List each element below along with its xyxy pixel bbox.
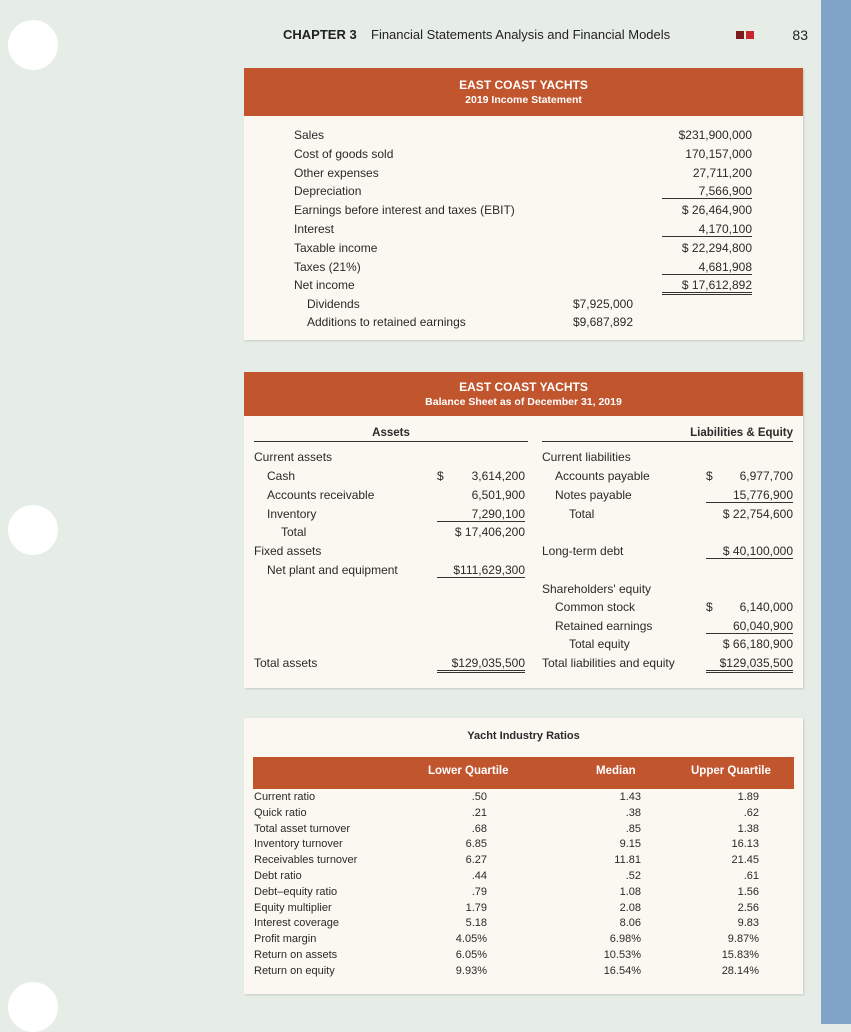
balance-company: EAST COAST YACHTS [459, 380, 588, 394]
ratio-median: .38 [625, 806, 641, 819]
ratio-lower-quartile: .79 [471, 885, 487, 898]
cash-dollar: $ [437, 469, 444, 483]
ratio-label: Return on equity [254, 964, 335, 977]
ratio-label: Profit margin [254, 933, 317, 946]
ca-total-label: Total [281, 525, 307, 539]
income-row-label: Net income [294, 278, 355, 293]
receivable-label: Accounts receivable [267, 488, 375, 502]
binder-hole [8, 982, 58, 1032]
ratio-lower-quartile: .21 [471, 806, 487, 819]
ca-total-value: $ 17,406,200 [454, 525, 525, 539]
balance-title-bar [244, 372, 803, 416]
cash-label: Cash [267, 469, 296, 483]
dividends-value: $7,925,000 [572, 297, 633, 311]
ratio-upper-quartile: .62 [743, 806, 759, 819]
ratio-median: .52 [625, 870, 641, 882]
notes-value: 15,776,900 [706, 488, 793, 503]
ratio-median: 11.81 [614, 854, 641, 867]
common-stock-value: 6,140,000 [739, 600, 793, 614]
total-le-value: $129,035,500 [706, 656, 793, 673]
ratio-label: Current ratio [254, 791, 316, 803]
income-row-label: Cost of goods sold [294, 146, 394, 161]
industry-ratios-table [244, 718, 803, 994]
ppe-value: $111,629,300 [437, 563, 525, 578]
inventory-label: Inventory [267, 507, 317, 521]
ratio-upper-quartile: 9.87% [727, 933, 759, 946]
ratio-lower-quartile: 1.79 [465, 901, 487, 914]
ratio-label: Inventory turnover [254, 838, 343, 851]
cl-total-value: $ 22,754,600 [722, 507, 793, 521]
ratio-lower-quartile: 6.27 [465, 854, 487, 867]
current-liabilities-label: Current liabilities [542, 450, 631, 464]
total-assets-label: Total assets [254, 656, 318, 670]
page-number: 83 [792, 27, 808, 43]
ratio-median: 16.54% [603, 964, 641, 977]
shareholders-equity-label: Shareholders' equity [542, 582, 652, 596]
ratio-upper-quartile: 1.38 [737, 822, 759, 835]
liabilities-heading: Liabilities & Equity [542, 427, 793, 442]
income-row-value: $ 26,464,900 [681, 203, 752, 218]
payable-dollar: $ [706, 469, 713, 483]
notes-label: Notes payable [555, 488, 632, 502]
total-le-label: Total liabilities and equity [542, 656, 675, 670]
header-lower-quartile: Lower Quartile [428, 765, 509, 777]
total-equity-label: Total equity [569, 637, 630, 651]
ratio-label: Interest coverage [254, 917, 339, 930]
running-header [283, 27, 808, 45]
income-row-value: $231,900,000 [678, 128, 752, 142]
ratio-label: Receivables turnover [254, 854, 358, 867]
common-dollar: $ [706, 600, 713, 614]
ratio-upper-quartile: 15.83% [721, 949, 759, 961]
assets-heading: Assets [254, 427, 528, 442]
common-stock-label: Common stock [555, 600, 636, 614]
income-row-label: Interest [294, 222, 335, 236]
ratio-lower-quartile: 9.93% [455, 964, 487, 977]
ratio-median: 1.08 [619, 885, 641, 898]
income-row-label: Taxable income [294, 240, 378, 255]
binder-hole [8, 20, 58, 70]
retained-label: Additions to retained earnings [307, 315, 466, 329]
income-row-value: $ 22,294,800 [681, 240, 752, 255]
income-title-bar [244, 68, 803, 116]
chapter-title: Financial Statements Analysis and Financial Models [371, 27, 671, 42]
income-row-label: Depreciation [294, 184, 362, 199]
income-row-label: Earnings before interest and taxes (EBIT) [294, 203, 515, 218]
cl-total-label: Total [569, 507, 595, 521]
retained-value: $9,687,892 [572, 315, 633, 329]
income-row-label: Taxes (21%) [294, 259, 361, 274]
ratio-upper-quartile: 2.56 [737, 901, 759, 914]
header-square-dark [736, 31, 744, 39]
ratio-median: 8.06 [619, 917, 641, 930]
ratio-median: 9.15 [619, 838, 641, 851]
income-row-label: Sales [294, 128, 325, 142]
ratio-upper-quartile: 1.89 [737, 791, 759, 803]
ratios-header-row [253, 757, 794, 789]
total-assets-value: $129,035,500 [437, 656, 525, 673]
ratio-lower-quartile: 6.05% [455, 949, 487, 961]
ltd-label: Long-term debt [542, 544, 624, 558]
balance-sheet [244, 372, 803, 688]
ratio-median: .85 [625, 822, 641, 835]
ratio-median: 1.43 [619, 791, 641, 803]
ratio-upper-quartile: 9.83 [737, 917, 759, 930]
ratio-lower-quartile: 4.05% [455, 933, 487, 946]
balance-title: Balance Sheet as of December 31, 2019 [425, 396, 622, 408]
ratio-upper-quartile: 21.45 [731, 854, 759, 867]
income-row-value: 27,711,200 [692, 165, 752, 180]
ltd-value: $ 40,100,000 [706, 544, 793, 559]
ratio-label: Quick ratio [254, 806, 307, 819]
income-statement [244, 68, 803, 340]
ratio-upper-quartile: 1.56 [737, 885, 759, 898]
ratio-median: 2.08 [619, 901, 641, 914]
ratio-lower-quartile: .68 [471, 822, 487, 835]
chapter-label: CHAPTER 3 [283, 27, 357, 42]
ratio-lower-quartile: .50 [471, 791, 487, 803]
cash-value: 3,614,200 [471, 469, 525, 483]
ratio-label: Total asset turnover [254, 822, 350, 835]
income-row-value: 7,566,900 [662, 184, 752, 199]
fixed-assets-label: Fixed assets [254, 544, 322, 558]
current-assets-label: Current assets [254, 450, 333, 464]
ratio-lower-quartile: 6.85 [465, 838, 487, 851]
ratios-title: Yacht Industry Ratios [467, 730, 580, 742]
total-equity-value: $ 66,180,900 [722, 637, 793, 651]
payable-label: Accounts payable [555, 469, 650, 483]
ratio-upper-quartile: .61 [743, 870, 759, 882]
header-median: Median [596, 765, 636, 777]
page-edge-stripe [821, 0, 851, 1024]
receivable-value: 6,501,900 [471, 488, 525, 502]
ppe-label: Net plant and equipment [267, 563, 398, 577]
ratio-lower-quartile: .44 [471, 870, 487, 882]
header-square-red [746, 31, 754, 39]
header-upper-quartile: Upper Quartile [691, 765, 771, 777]
ratio-label: Return on assets [254, 949, 338, 961]
dividends-label: Dividends [307, 297, 360, 311]
retained-earnings-label: Retained earnings [555, 619, 653, 633]
binder-hole [8, 505, 58, 555]
ratio-lower-quartile: 5.18 [465, 917, 487, 930]
retained-earnings-value: 60,040,900 [706, 619, 793, 634]
income-row-label: Other expenses [294, 165, 379, 180]
income-row-value: 4,681,908 [662, 260, 752, 275]
ratio-label: Debt ratio [254, 870, 302, 882]
income-row-value: 170,157,000 [685, 146, 752, 161]
ratio-median: 6.98% [609, 933, 641, 946]
ratio-median: 10.53% [603, 949, 641, 961]
ratio-label: Debt–equity ratio [254, 885, 338, 898]
income-row-value: 4,170,100 [662, 222, 752, 237]
payable-value: 6,977,700 [739, 469, 793, 483]
income-row-value: $ 17,612,892 [662, 278, 752, 295]
income-title: 2019 Income Statement [465, 94, 582, 106]
income-company: EAST COAST YACHTS [459, 78, 588, 92]
ratio-upper-quartile: 28.14% [721, 964, 759, 977]
ratio-label: Equity multiplier [254, 901, 332, 914]
inventory-value: 7,290,100 [437, 507, 525, 522]
ratio-upper-quartile: 16.13 [731, 838, 759, 851]
